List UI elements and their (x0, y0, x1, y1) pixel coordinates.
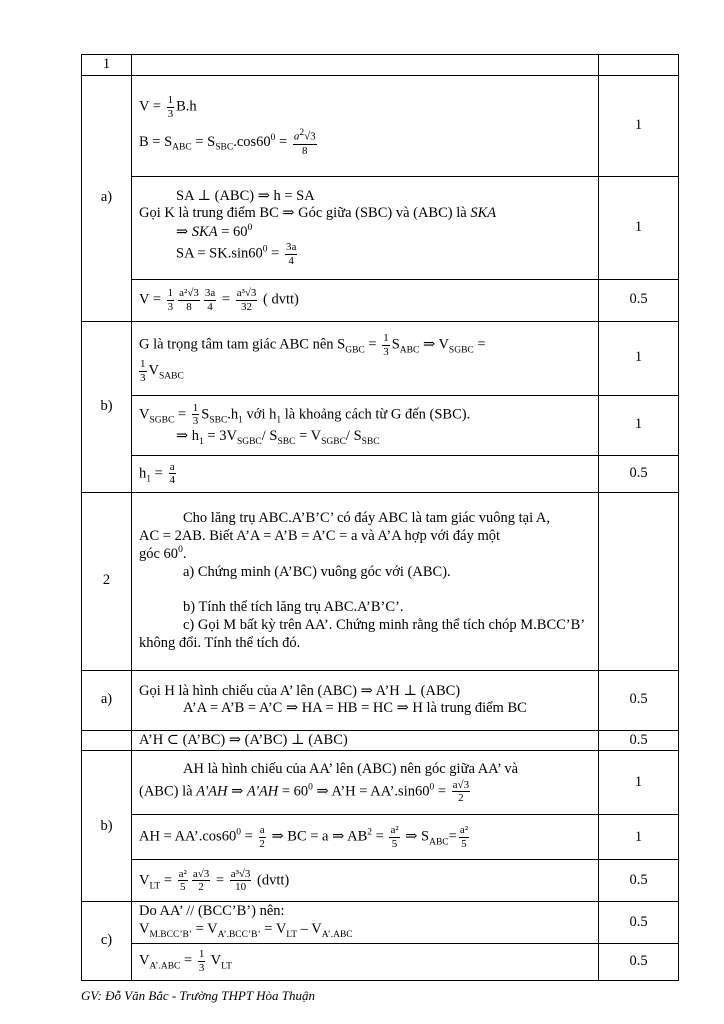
solution-cell (132, 395, 599, 455)
table-row (82, 55, 679, 76)
table-row (82, 75, 679, 176)
problem-line: góc $60^0$. (139, 545, 187, 563)
part-label: a) (82, 670, 132, 730)
score-cell: 0.5 (599, 902, 679, 943)
solution-line: AH là hình chiếu của AA’ lên (ABC) nên góc giữa AA’ và (183, 760, 519, 777)
problem-line: AC = 2AB. Biết A’A = A’B = A’C = a và A’A hợp với đáy một (139, 527, 501, 544)
solution-line: $V_{M.BCC’B’} = V_{A’.BCC’B’} = V_{LT} - V_{A’.ABC}$ (139, 921, 353, 940)
table-row (82, 902, 679, 943)
score-cell (599, 492, 679, 670)
table-row (82, 455, 679, 492)
problem-line: b) Tính thể tích lăng trụ ABC.A’B’C’. (183, 599, 404, 616)
score-cell: 1 (599, 75, 679, 176)
solution-cell (132, 751, 599, 815)
solution-line: $\frac{1}{3}$ $V_{SABC}$ (140, 358, 184, 384)
score-cell: 1 (599, 395, 679, 455)
table-row (82, 395, 679, 455)
table-row (82, 815, 679, 860)
solution-line: A’A = A’B = A’C ⇒ HA = HB = HC ⇒ H là trung điểm BC (183, 700, 527, 717)
score-cell: 0.5 (599, 943, 679, 980)
question-number: 1 (82, 55, 132, 76)
table-row (82, 943, 679, 980)
formula-line: $B = S_{ABC} = S_{SBC}.\cos 60^0$ = $\frac{a^2√3}{8}$ (139, 128, 316, 157)
part-label: a) (82, 75, 132, 321)
table-row (82, 751, 679, 815)
solution-cell: AH = $AA’.\cos 60^0$ = $\frac{a}{2}$ ⇒ BC = a ⇒ $AB^2$ = $\frac{\text{a²}}{5}$ ⇒ $S_{ABC}=$ $\frac{\text{a²}}{5}$ (132, 815, 599, 860)
solution-line: SA ⊥ (ABC) ⇒ h = SA (176, 187, 315, 204)
solution-line: ⇒ $h_1 = 3V_{SGBC}/$ $S_{SBC} = V_{SGBC}/$ $S_{SBC}$ (176, 428, 380, 447)
table-row (82, 279, 679, 321)
formula-line: V = $\frac{1}{3}$ B.h (139, 94, 197, 120)
solution-cell: $V_{LT}$ = $\frac{\text{a²}}{5}$ $\frac{a√3}{2}$ = $\frac{\text{a³√3}}{10}$ (dvtt) (132, 860, 599, 902)
solution-cell (132, 902, 599, 943)
table-row (82, 670, 679, 730)
solution-line: Do AA’ // (BCC’B’) nên: (139, 903, 285, 920)
question-text (132, 55, 599, 76)
problem-line: c) Gọi M bất kỳ trên AA’. Chứng minh rằng thể tích chóp M.BCC’B’ không đổi. Tính thể tích đó. (139, 617, 585, 651)
solution-line: G là trọng tâm tam giác ABC nên $S_{GBC}$ = $\frac{1}{3}$ $S_{ABC}$ ⇒ $V_{SGBC}$ = (139, 331, 486, 358)
part-label-empty (82, 730, 132, 751)
score-cell: 1 (599, 176, 679, 279)
page-footer: GV: Đỗ Văn Bắc - Trường THPT Hòa Thuận (81, 988, 315, 1003)
solution-line: $V_{SGBC}$ = $\frac{1}{3}$ $S_{SBC}.h_1$ với $h_1$ là khoảng cách từ G đến (SBC). (139, 401, 471, 428)
score-cell: 0.5 (599, 860, 679, 902)
solution-cell: $h_1$ = $\frac{a}{4}$ (132, 455, 599, 492)
solution-line: ⇒ SKA = $60^0$ (176, 222, 253, 240)
problem-line: a) Chứng minh (A’BC) vuông góc với (ABC). (183, 563, 451, 580)
solution-cell: A’H ⊂ (A’BC) ⇒ (A’BC) ⊥ (ABC) (132, 730, 599, 751)
answer-table (81, 54, 679, 981)
solution-cell: V = $\frac{1}{3}$ $\frac{\text{a²√3}}{8}$ $\frac{3a}{4}$ = $\frac{\text{a³√3}}{32}$ ( dvtt) (132, 279, 599, 321)
solution-cell (132, 321, 599, 395)
solution-cell (132, 176, 599, 279)
solution-cell (132, 75, 599, 176)
score-cell: 1 (599, 321, 679, 395)
problem-line: Cho lăng trụ ABC.A’B’C’ có đáy ABC là tam giác vuông tại A, (183, 509, 551, 526)
table-row (82, 321, 679, 395)
part-label: b) (82, 751, 132, 902)
solution-line: SA = $SK.\sin 60^0$ = $\frac{3a}{4}$ (176, 241, 297, 268)
score-cell: 0.5 (599, 730, 679, 751)
score-cell: 1 (599, 815, 679, 860)
table-row (82, 730, 679, 751)
score-cell (599, 55, 679, 76)
score-cell: 1 (599, 751, 679, 815)
solution-line: (ABC) là A'AH ⇒ $A'AH = 60^0$ ⇒ A’H = $AA’.\sin 60^0$ = $\frac{a√3}{2}$ (139, 778, 470, 805)
solution-line: Gọi H là hình chiếu của A’ lên (ABC) ⇒ A’H ⊥ (ABC) (139, 682, 461, 699)
solution-cell: $V_{A’.ABC}$ = $\frac{1}{3}$ $V_{LT}$ (132, 943, 599, 980)
solution-line: Gọi K là trung điểm BC ⇒ Góc giữa (SBC) và (ABC) là SKA (139, 205, 497, 222)
question-number: 2 (82, 492, 132, 670)
table-row (82, 176, 679, 279)
part-label: c) (82, 902, 132, 980)
table-row (82, 860, 679, 902)
score-cell: 0.5 (599, 455, 679, 492)
part-label: b) (82, 321, 132, 492)
table-row (82, 492, 679, 670)
score-cell: 0.5 (599, 670, 679, 730)
question-text (132, 492, 599, 670)
score-cell: 0.5 (599, 279, 679, 321)
solution-cell (132, 670, 599, 730)
